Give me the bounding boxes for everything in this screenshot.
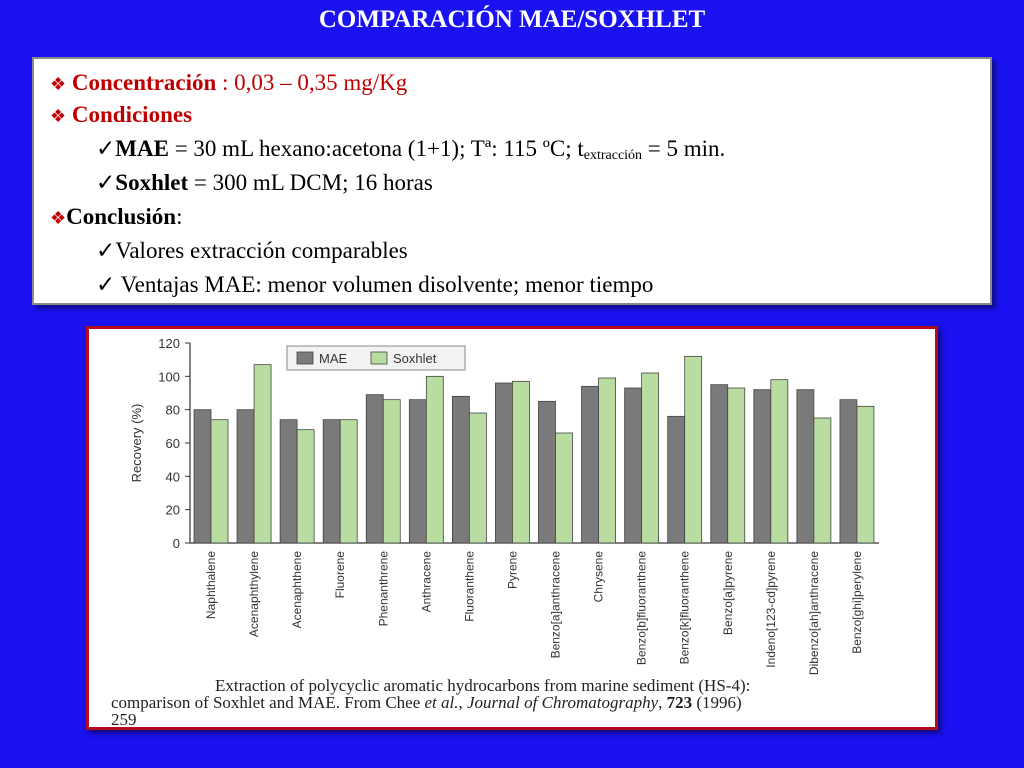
bar-mae xyxy=(366,395,383,543)
x-tick-label: Dibenzo[ah]anthracene xyxy=(806,551,821,676)
legend-swatch-mae xyxy=(297,352,313,364)
bar-mae xyxy=(409,400,426,543)
caption-part: , xyxy=(658,693,667,712)
concentration-label: Concentración xyxy=(71,70,217,95)
y-tick-label: 120 xyxy=(158,336,180,351)
diamond-bullet-icon: ❖ xyxy=(50,74,67,94)
bar-mae xyxy=(754,390,771,543)
diamond-bullet-icon: ❖ xyxy=(50,208,67,228)
x-tick-label: Benzo[ghi]perylene xyxy=(849,551,864,654)
bar-mae xyxy=(797,390,814,543)
x-tick-label: Benzo[k]fluoranthene xyxy=(677,551,692,665)
y-axis-label: Recovery (%) xyxy=(129,403,144,483)
bullet-conclusion xyxy=(50,203,182,232)
x-tick-label: Benzo[a]pyrene xyxy=(720,551,735,636)
x-tick-label: Anthracene xyxy=(419,551,434,613)
x-tick-label: Phenanthrene xyxy=(376,551,391,627)
conditions-label: Condiciones xyxy=(71,102,193,127)
x-tick-label: Benzo[a]anthracene xyxy=(548,551,563,659)
x-tick-label: Pyrene xyxy=(505,551,520,590)
bar-soxhlet xyxy=(685,356,702,543)
y-tick-label: 80 xyxy=(165,402,180,418)
mae-text: = 30 mL hexano:acetona (1+1); Tª: 115 ºC; t xyxy=(168,136,584,161)
conclusion-label: Conclusión xyxy=(66,204,177,229)
bar-soxhlet xyxy=(771,380,788,543)
mae-label: MAE xyxy=(115,136,169,161)
bar-soxhlet xyxy=(211,420,228,543)
x-tick-label: Benzo[b]fluoranthene xyxy=(634,551,649,666)
conclusion-1-text: Valores extracción comparables xyxy=(115,238,408,263)
concentration-value: : 0,03 – 0,35 mg/Kg xyxy=(216,70,408,95)
bar-soxhlet xyxy=(469,413,486,543)
bar-mae xyxy=(452,396,469,543)
bar-mae xyxy=(237,410,254,543)
bar-mae xyxy=(840,400,857,543)
conclusion-colon: : xyxy=(176,204,183,229)
y-tick-label: 100 xyxy=(158,369,180,385)
y-tick-label: 20 xyxy=(165,502,180,518)
soxhlet-condition xyxy=(96,169,433,197)
conclusion-2 xyxy=(96,271,653,299)
mae-sub: extracción xyxy=(583,148,643,163)
soxhlet-label: Soxhlet xyxy=(115,170,189,195)
figure-caption xyxy=(111,677,911,728)
bullet-conditions xyxy=(50,101,192,130)
x-tick-label: Fluoranthene xyxy=(462,551,477,622)
caption-line-2 xyxy=(111,694,911,711)
bar-mae xyxy=(539,401,556,543)
caption-part: , xyxy=(458,693,468,712)
x-tick-label: Chrysene xyxy=(591,551,606,603)
bar-soxhlet xyxy=(297,430,314,543)
bar-soxhlet xyxy=(642,373,659,543)
mae-tail: = 5 min. xyxy=(642,136,726,161)
x-tick-label: Naphthalene xyxy=(204,551,218,620)
caption-volume: 723 xyxy=(666,693,693,712)
x-tick-label: Acenaphthene xyxy=(290,551,305,629)
figure-panel xyxy=(86,326,938,730)
bar-soxhlet xyxy=(728,388,745,543)
checkmark-icon: ✓ xyxy=(96,272,116,297)
x-tick-label: Fluorene xyxy=(333,551,348,599)
checkmark-icon: ✓ xyxy=(96,136,116,161)
bar-mae xyxy=(711,385,728,543)
conclusion-1 xyxy=(96,237,408,265)
y-tick-label: 60 xyxy=(165,436,180,451)
legend-swatch-soxhlet xyxy=(371,352,387,364)
legend-label: MAE xyxy=(319,351,348,366)
mae-condition xyxy=(96,135,725,170)
soxhlet-text: = 300 mL DCM; 16 horas xyxy=(188,170,433,195)
bar-mae xyxy=(582,386,599,543)
bar-mae xyxy=(668,416,685,543)
bar-soxhlet xyxy=(426,376,443,543)
recovery-chart xyxy=(89,329,935,727)
bar-mae xyxy=(495,383,512,543)
checkmark-icon: ✓ xyxy=(96,238,116,263)
bar-mae xyxy=(194,410,211,543)
bar-soxhlet xyxy=(556,433,573,543)
bar-soxhlet xyxy=(340,420,357,543)
conclusion-2-text: Ventajas MAE: menor volumen disolvente; menor tiempo xyxy=(115,272,654,297)
slide-title: COMPARACIÓN MAE/SOXHLET xyxy=(318,6,706,33)
text-box xyxy=(32,57,992,305)
x-tick-label: Acenaphthylene xyxy=(247,551,262,638)
bar-soxhlet xyxy=(814,418,831,543)
bullet-concentration xyxy=(50,69,407,98)
bar-soxhlet xyxy=(254,365,271,543)
caption-part: comparison of Soxhlet and MAE. From Chee xyxy=(111,693,425,712)
checkmark-icon: ✓ xyxy=(96,170,116,195)
caption-journal: Journal of Chromatography xyxy=(467,693,659,712)
caption-part: (1996) xyxy=(692,693,742,712)
bar-soxhlet xyxy=(599,378,616,543)
bar-mae xyxy=(280,420,297,543)
y-tick-label: 40 xyxy=(165,469,180,485)
bar-mae xyxy=(625,388,642,543)
caption-line-1: Extraction of polycyclic aromatic hydrocarbons from marine sediment (HS-4): xyxy=(215,676,751,695)
diamond-bullet-icon: ❖ xyxy=(50,106,67,126)
bar-soxhlet xyxy=(512,381,529,543)
bar-soxhlet xyxy=(857,406,874,543)
bar-mae xyxy=(323,420,340,543)
bar-soxhlet xyxy=(383,400,400,543)
y-tick-label: 0 xyxy=(172,536,180,551)
caption-part: et al. xyxy=(424,693,459,712)
caption-line-3: 259 xyxy=(111,710,137,729)
legend-label: Soxhlet xyxy=(393,351,437,366)
x-tick-label: Indeno[123-cd]pyrene xyxy=(763,551,778,668)
